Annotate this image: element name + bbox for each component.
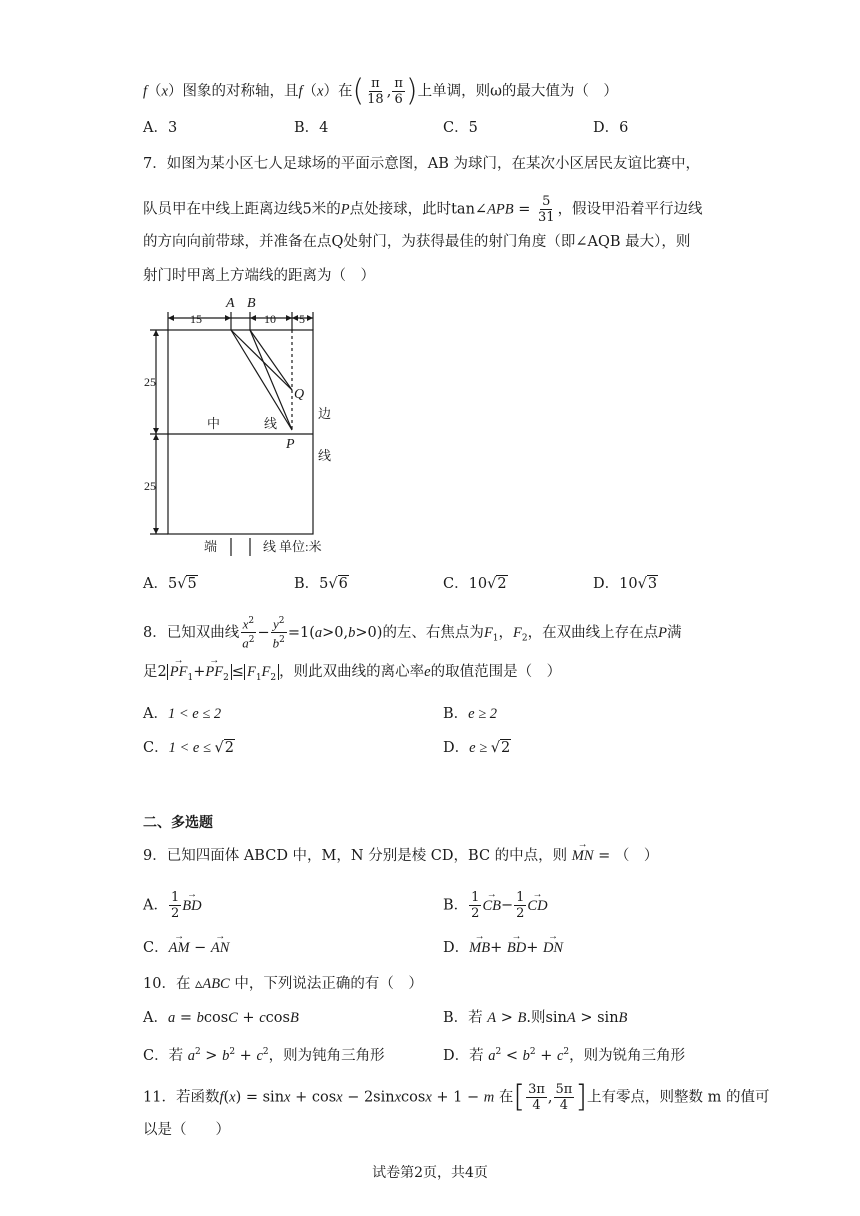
q8-option-a: A．1 < e ≤ 2 [143, 706, 222, 722]
q10-option-a: A．a = bcosC + ccosB [143, 1010, 299, 1026]
q11-line-2: 以是（ ） [143, 1122, 230, 1138]
q9-option-c: C．→ AM − → AN [143, 938, 229, 958]
section-title-multi-choice: 二、多选题 [143, 815, 213, 831]
q8-line-2: 足$2\to PF_1+\to PF_2 \le F_1F_2$ ，则此双曲线的离心率e的取值范围是（ ） [143, 662, 561, 688]
label-q: Q [294, 387, 305, 402]
q10-line-1: 10．在 ▵ABC 中，下列说法正确的有（ ） [143, 976, 423, 992]
dim-5: 5 [299, 312, 305, 326]
q8-option-c: C．1 < e ≤ √2 [143, 740, 235, 756]
label-a: A [226, 296, 235, 311]
q9-line-1: 9．已知四面体 ABCD 中，M，N 分别是棱 CD，BC 的中点，则 → MN = （ ） [143, 846, 658, 866]
q10-option-b: B．若 A > B.则sinA > sinB [443, 1010, 628, 1026]
q8-option-b: B．e ≥ 2 [443, 706, 498, 722]
q6-option-c: C．5 [443, 120, 478, 136]
q7-line-4: 射门时甲离上方端线的距离为（ ） [143, 268, 375, 284]
q6-line: f（x）图象的对称轴，且f（x）在( $\frac{\pi}{18}$ , $\frac{\pi}{6}$ )上单调，则ω的最大值为（ ） [143, 73, 618, 109]
q6-option-d: D．6 [593, 120, 629, 136]
q7-option-d: D．10√3 [593, 576, 658, 592]
q9-option-a: A． $\frac{1}{2}$ → BD [143, 890, 202, 921]
q7-option-a: A．5√5 [143, 576, 197, 592]
q6-option-b: B．4 [294, 120, 329, 136]
q8-line-1: 8．已知双曲线 $\frac{x^2}{a^2}$ − $\frac{y^2}{b^2}$ =1(a>0,b>0)的左、右焦点为$F_1$，$F_2$，在双曲线上存在点P满 [143, 616, 682, 651]
q7-line-3: 的方向向前带球，并准备在点Q处射门，为获得最佳的射门角度（即∠AQB 最大），则 [143, 234, 691, 250]
dim-25-top: 25 [144, 375, 156, 389]
label-b: B [247, 296, 256, 311]
q7-option-c: C．10√2 [443, 576, 507, 592]
q9-option-b: B． $\frac{1}{2}$ → CB− $\frac{1}{2}$ → CD [443, 890, 548, 921]
endline-label-2: 线 [263, 539, 277, 554]
q8-option-d: D．e ≥ √2 [443, 740, 511, 756]
sideline-label-2: 线 [318, 448, 332, 463]
sideline-label-1: 边 [318, 406, 332, 421]
label-p: P [286, 437, 295, 452]
q7-line-2: 队员甲在中线上距离边线5米的P点处接球，此时tan∠APB = $\frac{5}{31}$ ，假设甲沿着平行边线 [143, 194, 703, 225]
q7-option-b: B．5√6 [294, 576, 348, 592]
midline-label-1: 中 [207, 416, 221, 431]
q7-line-1: 7．如图为某小区七人足球场的平面示意图，AB 为球门，在某次小区居民友谊比赛中， [143, 156, 700, 172]
dim-10: 10 [264, 312, 276, 326]
field-rect [168, 330, 313, 534]
dim-25-bottom: 25 [144, 479, 156, 493]
q9-option-d: D．→ MB+ → BD+ → DN [443, 938, 563, 958]
q6-option-a: A．3 [143, 120, 178, 136]
midline-label-2: 线 [264, 416, 278, 431]
football-field-diagram [140, 292, 360, 562]
q10-option-c: C．若 $a^2 > b^2 + c^2$，则为钝角三角形 [143, 1047, 385, 1064]
unit-label: 单位:米 [279, 539, 322, 554]
page-footer: 试卷第2页，共4页 [372, 1165, 488, 1181]
q10-option-d: D．若 $a^2 < b^2 + c^2$，则为锐角三角形 [443, 1047, 686, 1064]
q11-line-1: 11．若函数f(x) = sinx + cosx − 2sinxcosx + 1 − m 在[ $\frac{3\pi}{4}$ , $\frac{5\pi}{4}$ ]上有零点，则整数 m 的值可 [143, 1079, 770, 1115]
dim-15: 15 [190, 312, 202, 326]
endline-label-1: 端 [204, 539, 218, 554]
